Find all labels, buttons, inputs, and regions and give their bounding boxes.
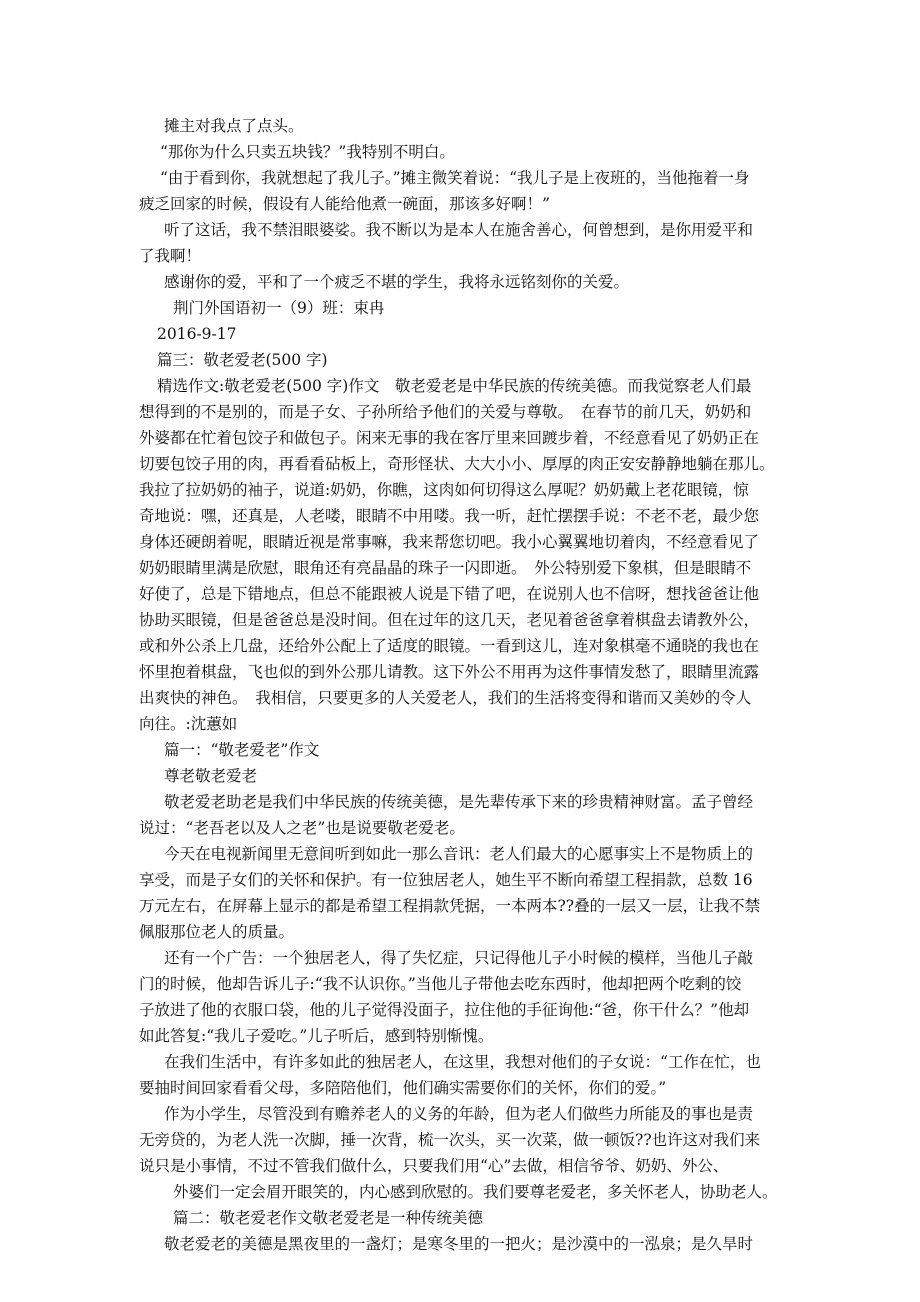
- text-line: 作为小学生，尽管没到有赡养老人的义务的年龄，但为老人们做些力所能及的事也是责: [164, 1105, 754, 1123]
- section-heading: 篇二：敬老爱老作文敬老爱老是一种传统美德: [173, 1209, 484, 1227]
- text-line: 在我们生活中，有许多如此的独居老人，在这里，我想对他们的子女说：“工作在忙，也: [164, 1053, 761, 1071]
- text-line: “由于看到你，我就想起了我儿子。”摊主微笑着说：“我儿子是上夜班的，当他拖着一身: [160, 169, 750, 187]
- text-line: 荆门外国语初一（9）班：束冉: [173, 299, 385, 317]
- text-line: 好使了，总是下错地点，但总不能跟被人说是下错了吧，在说别人也不信呀，想找爸爸让他: [139, 585, 760, 603]
- text-line: 佩服那位老人的质量。: [139, 923, 295, 941]
- text-line: 要抽时间回家看看父母，多陪陪他们，他们确实需要你们的关怀，你们的爱。”: [139, 1079, 667, 1097]
- text-line: 敬老爱老助老是我们中华民族的传统美德，是先辈传承下来的珍贵精神财富。孟子曾经: [164, 793, 754, 811]
- text-line: 想得到的不是别的，而是子女、子孙所给予他们的关爱与尊敬。 在春节的前几天，奶奶和: [139, 403, 752, 421]
- text-line: 出爽快的神色。 我相信，只要更多的人关爱老人，我们的生活将变得和谐而又美妙的令人: [139, 689, 752, 707]
- text-line: 享受，而是子女们的关怀和保护。有一位独居老人，她生平不断向希望工程捐款，总数 16: [139, 871, 753, 889]
- text-line: 听了这话，我不禁泪眼婆娑。我不断以为是本人在施舍善心，何曾想到，是你用爱平和: [164, 221, 754, 239]
- text-line: 我拉了拉奶奶的袖子，说道:奶奶，你瞧，这肉如何切得这么厚呢？奶奶戴上老花眼镜，惊: [139, 481, 749, 499]
- text-line: 奇地说：嘿，还真是，人老喽，眼睛不中用喽。我一听，赶忙摆摆手说：不老不老，最少您: [139, 507, 760, 525]
- text-line: 感谢你的爱，平和了一个疲乏不堪的学生，我将永远铭刻你的关爱。: [164, 273, 630, 291]
- text-line: 了我啊！: [139, 247, 202, 265]
- text-line: 还有一个广告：一个独居老人，得了失忆症，只记得他儿子小时候的模样，当他儿子敲: [164, 949, 754, 967]
- text-line: 外婆们一定会眉开眼笑的，内心感到欣慰的。我们要尊老爱老，多关怀老人，协助老人。: [173, 1183, 778, 1201]
- section-heading: 篇三：敬老爱老(500 字): [157, 351, 328, 369]
- text-line: 子放进了他的衣服口袋，他的儿子觉得没面子，拉住他的手征询他:“爸，你干什么？”他却: [139, 1001, 750, 1019]
- text-line: 说只是小事情，不过不管我们做什么，只要我们用“心”去做，相信爷爷、奶奶、外公、: [139, 1157, 729, 1175]
- text-line: 精选作文:敬老爱老(500 字)作文 敬老爱老是中华民族的传统美德。而我觉察老人们最: [157, 377, 752, 395]
- text-line: 奶奶眼睛里满是欣慰，眼角还有亮晶晶的珠子一闪即逝。 外公特别爱下象棋，但是眼睛不: [139, 559, 752, 577]
- section-heading: 篇一：“敬老爱老”作文: [164, 741, 320, 759]
- text-line: 或和外公杀上几盘，还给外公配上了适度的眼镜。一看到这儿，连对象棋毫不通晓的我也在: [139, 637, 760, 655]
- text-line: 今天在电视新闻里无意间听到如此一那么音讯：老人们最大的心愿事实上不是物质上的: [164, 845, 754, 863]
- text-line: 外婆都在忙着包饺子和做包子。闲来无事的我在客厅里来回踱步着，不经意看见了奶奶正在: [139, 429, 760, 447]
- text-line: 如此答复:“我儿子爱吃。”儿子听后，感到特别惭愧。: [139, 1027, 494, 1045]
- text-line: 疲乏回家的时候，假设有人能给他煮一碗面，那该多好啊！”: [139, 195, 550, 213]
- text-line: 怀里抱着棋盘，飞也似的到外公那儿请教。这下外公不用再为这件事情发愁了，眼睛里流露: [139, 663, 760, 681]
- text-line: 向往。:沈蕙如: [139, 715, 238, 733]
- text-line: 切要包饺子用的肉，再看看砧板上，奇形怪状、大大小小、厚厚的肉正安安静静地躺在那儿。: [139, 455, 775, 473]
- essay-title: 尊老敬老爱老: [164, 767, 258, 785]
- text-line: 2016-9-17: [157, 325, 237, 343]
- text-line: 协助买眼镜，但是爸爸总是没时间。但在过年的这几天，老见着爸爸拿着棋盘去请教外公，: [139, 611, 760, 629]
- text-line: 敬老爱老的美德是黑夜里的一盏灯；是寒冬里的一把火；是沙漠中的一泓泉；是久旱时: [164, 1235, 754, 1253]
- text-line: 无旁贷的，为老人洗一次脚，捶一次背，梳一次头，买一次菜，做一顿饭??也许这对我们来: [139, 1131, 761, 1149]
- text-line: 摊主对我点了点头。: [164, 117, 304, 135]
- text-line: 门的时候，他却告诉儿子:“我不认识你。”当他儿子带他去吃东西时，他却把两个吃剩的饺: [139, 975, 742, 993]
- text-line: “那你为什么只卖五块钱？”我特别不明白。: [160, 143, 455, 161]
- text-line: 身体还硬朗着呢，眼睛近视是常事嘛，我来帮您切吧。我小心翼翼地切着肉，不经意看见了: [139, 533, 760, 551]
- text-line: 说过：“老吾老以及人之老”也是说要敬老爱老。: [139, 819, 465, 837]
- text-line: 万元左右，在屏幕上显示的都是希望工程捐款凭据，一本两本??叠的一层又一层，让我不禁: [139, 897, 761, 915]
